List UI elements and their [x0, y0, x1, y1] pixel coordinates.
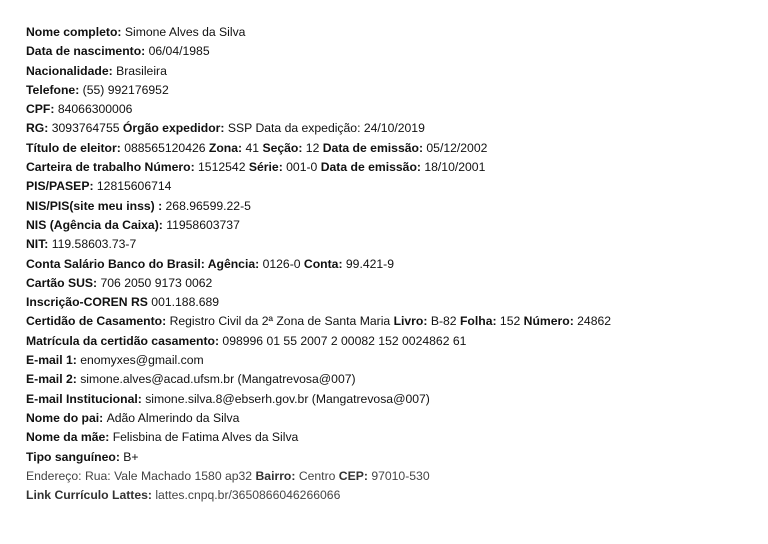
field-value: Registro Civil da 2ª Zona de Santa Maria [169, 314, 394, 329]
document-line [26, 370, 756, 389]
field-value: 84066300006 [57, 102, 133, 117]
field-value: 97010-530 [371, 468, 430, 483]
field-label: Bairro: [255, 468, 299, 483]
document-line [26, 81, 756, 100]
field-value: Data da expedição: [255, 121, 364, 136]
field-label: Seção: [262, 140, 306, 155]
document-line [26, 42, 756, 61]
field-value: 001.188.689 [151, 295, 220, 310]
field-label: NIS (Agência da Caixa): [26, 217, 167, 232]
field-label: Carteira de trabalho Número: [26, 160, 199, 175]
field-value: Adão Almerindo da Silva [106, 410, 240, 425]
field-value: 001-0 [286, 160, 321, 175]
field-value: 12 [305, 140, 323, 155]
field-label: Matrícula da certidão casamento: [26, 333, 223, 348]
field-label: Órgão expedidor: [122, 121, 228, 136]
field-value: 268.96599.22-5 [165, 198, 251, 213]
document-line [26, 100, 756, 119]
document-line [26, 312, 756, 331]
document-line [26, 216, 756, 235]
field-value: Rua: Vale Machado 1580 ap32 [84, 468, 256, 483]
field-value: 1512542 [198, 160, 249, 175]
document-line [26, 158, 756, 177]
field-value: Endereço: [26, 468, 85, 483]
document-line [26, 177, 756, 196]
field-label: Nacionalidade: [26, 63, 117, 78]
field-label: Cartão SUS: [26, 275, 101, 290]
field-label: Título de eleitor: [26, 140, 125, 155]
field-label: PIS/PASEP: [26, 179, 97, 194]
document-line [26, 23, 756, 42]
field-value: 05/12/2002 [426, 140, 488, 155]
field-label: Nome completo: [26, 25, 125, 39]
document-line [26, 390, 756, 409]
document-line [26, 409, 756, 428]
document-line [26, 428, 756, 447]
field-value: B-82 [430, 314, 460, 329]
field-label: CEP: [338, 468, 372, 483]
field-value: 18/10/2001 [424, 160, 486, 175]
field-label: Link Currículo Lattes: [26, 488, 156, 503]
field-value: 99.421-9 [345, 256, 395, 271]
field-value: 0126-0 [262, 256, 304, 271]
field-label: Nome do pai: [26, 410, 107, 425]
field-label: Folha: [459, 314, 500, 329]
field-label: E-mail Institucional: [26, 391, 146, 406]
field-label: CPF: [26, 102, 58, 117]
field-value: 152 [499, 314, 524, 329]
document-line [26, 197, 756, 216]
field-label: Conta: [303, 256, 346, 271]
field-value: enomyxes@gmail.com [80, 353, 204, 368]
field-label: Inscrição-COREN RS [26, 295, 152, 310]
field-label: NIT: [26, 237, 52, 252]
field-value: lattes.cnpq.br/3650866046266066 [155, 488, 341, 503]
document-line [26, 62, 756, 81]
field-label: Data de emissão: [320, 160, 425, 175]
field-value: B+ [123, 449, 139, 464]
field-label: Número: [523, 314, 578, 329]
field-value: simone.alves@acad.ufsm.br (Mangatrevosa@007) [80, 372, 356, 387]
field-value: (55) 992176952 [82, 82, 169, 97]
field-label: E-mail 1: [26, 353, 81, 368]
document-line [26, 274, 756, 293]
document-line [26, 486, 756, 505]
document-line [26, 293, 756, 312]
field-value: Felisbina de Fatima Alves da Silva [112, 430, 299, 445]
field-value: Brasileira [116, 63, 167, 78]
field-value: simone.silva.8@ebserh.gov.br (Mangatrevosa@007) [145, 391, 430, 406]
field-label: Telefone: [26, 82, 83, 97]
field-label: Certidão de Casamento: [26, 314, 170, 329]
document-line [26, 255, 756, 274]
document-line [26, 467, 756, 486]
document-line [26, 448, 756, 467]
field-value: 24862 [577, 314, 612, 329]
field-value: 706 2050 9173 0062 [100, 275, 213, 290]
field-value: 41 [245, 140, 263, 155]
personal-data-document [26, 23, 756, 505]
document-line [26, 235, 756, 254]
field-value: 088565120426 [124, 140, 209, 155]
document-line [26, 139, 756, 158]
field-value: 119.58603.73-7 [51, 237, 137, 252]
field-value: SSP [227, 121, 256, 136]
field-label: Nome da mãe: [26, 430, 113, 445]
document-line [26, 119, 756, 138]
field-label: Livro: [393, 314, 431, 329]
field-value: 24/10/2019 [363, 121, 425, 136]
field-value: 098996 01 55 2007 2 00082 152 0024862 61 [222, 333, 467, 348]
field-label: Tipo sanguíneo: [26, 449, 124, 464]
field-value: 11958603737 [166, 217, 240, 232]
field-value: Centro [298, 468, 339, 483]
field-label: Data de nascimento: [26, 44, 149, 59]
field-label: Série: [248, 160, 287, 175]
field-label: E-mail 2: [26, 372, 81, 387]
field-value: 3093764755 [51, 121, 123, 136]
field-label: NIS/PIS(site meu inss) : [26, 198, 166, 213]
document-line [26, 332, 756, 351]
field-value: 06/04/1985 [148, 44, 210, 59]
field-value: Simone Alves da Silva [124, 25, 246, 39]
field-label: Zona: [208, 140, 246, 155]
field-label: RG: [26, 121, 52, 136]
field-value: 12815606714 [96, 179, 172, 194]
field-label: Conta Salário Banco do Brasil: Agência: [26, 256, 263, 271]
document-line [26, 351, 756, 370]
field-label: Data de emissão: [322, 140, 427, 155]
